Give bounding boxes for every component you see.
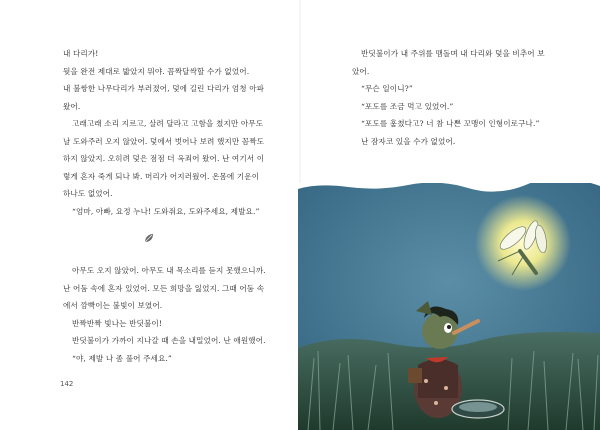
text-line: 반딧불이가 가까이 지나갈 때 손을 내밀었어. 난 애원했어. bbox=[72, 336, 266, 345]
text-line: “포도를 훔쳤다고? 너 참 나쁜 꼬맹이 인형이로구나.” bbox=[361, 119, 540, 128]
text-line: 날 도와주러 오지 않았어. 덫에서 벗어나 보려 했지만 꼼짝도 bbox=[63, 136, 265, 146]
text-line: 뒷을 완전 제대로 밟았지 뭐야. 꼼짝달싹할 수가 없었어. bbox=[63, 66, 250, 76]
trap-icon bbox=[452, 400, 504, 418]
text-line: 하지 않았지. 오히려 덫은 점점 더 옥죄어 왔어. 난 여기서 이 bbox=[63, 154, 265, 163]
right-paragraph bbox=[352, 45, 545, 150]
text-line: 난 잠자코 있을 수가 없었어. bbox=[361, 136, 456, 146]
text-line: “포도를 조금 먹고 있었어.” bbox=[361, 101, 454, 111]
text-line: 렇게 혼자 죽게 되나 봐. 머리가 어지러웠어. 온몸에 기운이 bbox=[63, 171, 260, 181]
left-paragraph-2 bbox=[63, 262, 266, 367]
text-line: 내 불쌍한 나무다리가 부러졌어, 덫에 길린 다리가 엄청 아파 bbox=[63, 84, 265, 93]
leaf-ornament-icon bbox=[143, 232, 155, 244]
left-paragraph-1 bbox=[63, 45, 264, 220]
text-line: “엄마, 아빠, 요정 누나! 도와줘요, 도와주세요, 제발요.” bbox=[72, 206, 260, 216]
text-line: “야, 제발 나 좀 풀어 주세요.” bbox=[72, 353, 172, 363]
text-line: 하나도 없었어. bbox=[63, 189, 113, 198]
text-line: 에서 깜빡이는 불빛이 보였어. bbox=[63, 301, 163, 310]
firefly-glow bbox=[475, 195, 571, 291]
text-line: 내 다리가! bbox=[63, 49, 99, 58]
text-line: 았어. bbox=[352, 66, 370, 76]
text-line: 아무도 오지 않았어. 아무도 내 목소리를 듣지 못했으니까. bbox=[72, 266, 266, 275]
text-line: 난 어둠 속에 혼자 있었어. 모든 희망을 잃었지. 그때 어둠 속 bbox=[63, 283, 265, 293]
text-line: “무슨 일이니?” bbox=[361, 84, 413, 93]
text-line: 고래고래 소리 지르고, 살려 달라고 고함을 쳤지만 아무도 bbox=[72, 119, 264, 128]
page-number: 142 bbox=[60, 380, 74, 388]
illustration-firefly-and-boy bbox=[298, 183, 600, 430]
text-line: 반딧불이가 내 주위를 맴돌며 내 다리와 덫을 비추어 보 bbox=[361, 49, 545, 58]
text-line: 왔어. bbox=[63, 101, 81, 111]
text-line: 반짝반짝 빛나는 반딧불이! bbox=[72, 318, 162, 328]
